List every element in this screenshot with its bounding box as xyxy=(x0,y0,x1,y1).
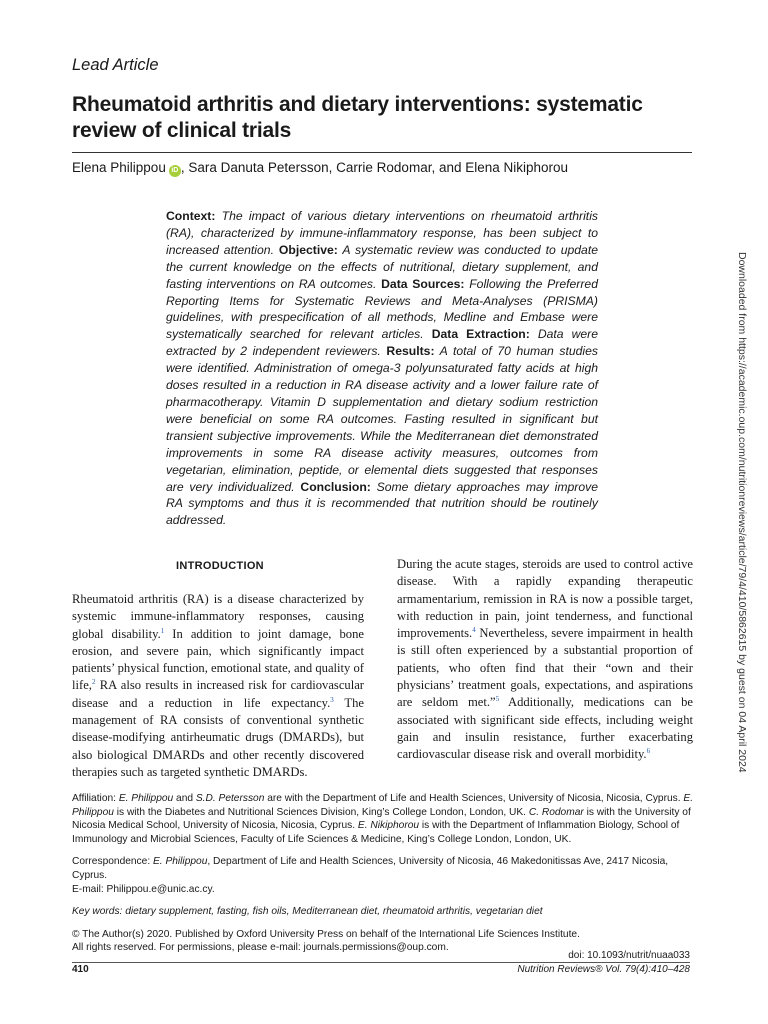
footnotes xyxy=(72,792,698,964)
keywords-note xyxy=(72,905,698,919)
download-watermark: Downloaded from https://academic.oup.com/nutritionreviews/article/79/4/410/5862615 by guest on 04 April 2024 xyxy=(736,252,748,773)
abstract-sources-label: Data Sources: xyxy=(381,276,465,291)
author-name: S.D. Petersson xyxy=(195,793,265,804)
abstract xyxy=(166,208,598,529)
abstract-extraction: Data were extracted by 2 independent reviewers. xyxy=(166,327,599,359)
journal-citation: Nutrition Reviews® Vol. 79(4):410–428 xyxy=(517,964,690,975)
affiliation-text: and xyxy=(173,793,196,804)
orcid-icon[interactable]: iD xyxy=(169,165,181,177)
abstract-results-label: Results: xyxy=(386,344,435,359)
doi-link[interactable]: doi: 10.1093/nutrit/nuaa033 xyxy=(568,950,690,961)
abstract-context-label: Context: xyxy=(166,209,216,223)
article-title: Rheumatoid arthritis and dietary interventions: systematic review of clinical trials xyxy=(72,93,643,142)
copyright-text: © The Author(s) 2020. Published by Oxford University Press on behalf of the International Life Sciences Institute. xyxy=(72,928,580,940)
intro-text: Nevertheless, severe impairment in health is still often experienced by a substantial proportion of patients, who often find that their “own and their physicians’ treatment goals, expectations, and aspirations are seldom met.” xyxy=(397,626,693,710)
author-list xyxy=(72,160,568,177)
abstract-conclusion: Some dietary approaches may improve RA symptoms and thus it is recommended that nutrition should be routinely addressed. xyxy=(166,479,598,528)
reference-link[interactable]: 6 xyxy=(646,747,651,756)
reference-link[interactable]: 1 xyxy=(160,626,165,635)
body-column-left xyxy=(72,556,364,781)
correspondence-note xyxy=(72,855,698,896)
correspondence-text: , Department of Life and Health Sciences, University of Nicosia, 46 Makedonitissas Ave, 2417 Nicosia, Cyprus. xyxy=(72,856,669,881)
affiliation-text: is with the University of Nicosia Medical School, University of Nicosia, Nicosia, Cyprus. xyxy=(72,806,691,832)
title-divider xyxy=(72,152,692,153)
affiliation-text: are with the Department of Life and Health Sciences, University of Nicosia, Nicosia, Cyprus. xyxy=(264,793,684,804)
author-name: E. Philippou xyxy=(152,856,208,868)
co-authors: , Sara Danuta Petersson, Carrie Rodomar, and Elena Nikiphorou xyxy=(180,160,569,175)
reference-link[interactable]: 2 xyxy=(91,678,96,687)
abstract-conclusion-label: Conclusion: xyxy=(300,479,371,494)
abstract-objective-label: Objective: xyxy=(278,242,338,257)
author-name: E. Philippou xyxy=(118,793,174,804)
reference-link[interactable]: 5 xyxy=(495,695,500,704)
intro-text: In addition to joint damage, bone erosion, and severe pain, which significantly impact patients’ physical function, emotional state, and quality of life, xyxy=(72,626,364,693)
intro-paragraph-1 xyxy=(72,591,364,781)
abstract-results: A total of 70 human studies were identified. Administration of omega-3 polyunsaturated fatty acids at high doses resulted in a reduction in RA disease activity and a lower failure rate of pharmacotherapy. Vitamin D supplementation and dietary sodium restriction were beneficial on some RA outcomes. Fasting resulted in significant but transient subjective improvements. While the Mediterranean diet demonstrated improvements in some RA disease activity measures, outcomes from vegetarian, elimination, peptide, or elemental diets suggested that responses are very individualized. xyxy=(166,344,598,494)
author-link[interactable]: Elena Philippou xyxy=(72,160,166,175)
abstract-sources: Following the Preferred Reporting Items for Systematic Reviews and Meta-Analyses (PRISMA) guidelines, with prespecification of all methods, Medline and Embase were systematically searched for relevant articles. xyxy=(166,276,598,342)
keywords: Key words: dietary supplement, fasting, fish oils, Mediterranean diet, rheumatoid arthritis, vegetarian diet xyxy=(72,906,543,918)
intro-text: Rheumatoid arthritis (RA) is a disease characterized by systemic immune-inflammatory responses, causing global disability. xyxy=(72,592,364,641)
correspondence-label: Correspondence: xyxy=(72,856,153,868)
intro-text: During the acute stages, steroids are used to control active disease. With a rapidly expanding therapeutic armamentarium, remission in RA is now a possible target, with reduction in pain, joint tenderness, and functional improvements. xyxy=(397,557,693,641)
abstract-objective: A systematic review was conducted to update the current knowledge on the effects of nutritional, dietary supplement, and fasting interventions on RA outcomes. xyxy=(166,242,598,291)
intro-text: The management of RA consists of conventional synthetic disease-modifying antirheumatic drugs (DMARDs), but also biological DMARDs and other recently discovered therapies such as targeted synthetic DMARDs. xyxy=(72,695,364,779)
reference-link[interactable]: 4 xyxy=(472,626,476,634)
intro-text: RA also results in increased risk for cardiovascular disease and a reduction in life expectancy. xyxy=(72,678,364,710)
footer-divider xyxy=(72,962,690,963)
abstract-extraction-label: Data Extraction: xyxy=(431,327,530,342)
section-heading-introduction: INTRODUCTION xyxy=(176,560,264,572)
author-name: C. Rodomar xyxy=(528,806,584,818)
abstract-context: The impact of various dietary interventions on rheumatoid arthritis (RA), characterized by immune-inflammatory response, has been subject to increased attention. xyxy=(166,209,598,257)
email-link[interactable]: E-mail: Philippou.e@unic.ac.cy. xyxy=(72,883,215,895)
permissions-text: All rights reserved. For permissions, please e-mail: journals.permissions@oup.com. xyxy=(72,942,449,954)
author-name: E. Nikiphorou xyxy=(357,820,420,832)
page-number: 410 xyxy=(72,964,89,975)
reference-link[interactable]: 3 xyxy=(330,695,334,704)
affiliation-text: is with the Department of Inflammation Biology, School of Immunology and Microbial Sciences, Faculty of Life Sciences & Medicine, King’s College London, London, UK. xyxy=(72,820,680,845)
body-column-right xyxy=(397,556,693,764)
affiliation-text: is with the Diabetes and Nutritional Sciences Division, King’s College London, London, UK. xyxy=(113,806,529,818)
article-type-label: Lead Article xyxy=(72,56,159,74)
intro-text: Additionally, medications can be associated with significant side effects, including weight gain and insulin resistance, further exacerbating cardiovascular disease risk and overall morbidity. xyxy=(397,695,693,762)
affiliation-note xyxy=(72,792,698,846)
intro-paragraph-2 xyxy=(397,556,693,764)
author-name: E. Philippou xyxy=(72,793,694,818)
affiliation-label: Affiliation: xyxy=(72,793,119,804)
